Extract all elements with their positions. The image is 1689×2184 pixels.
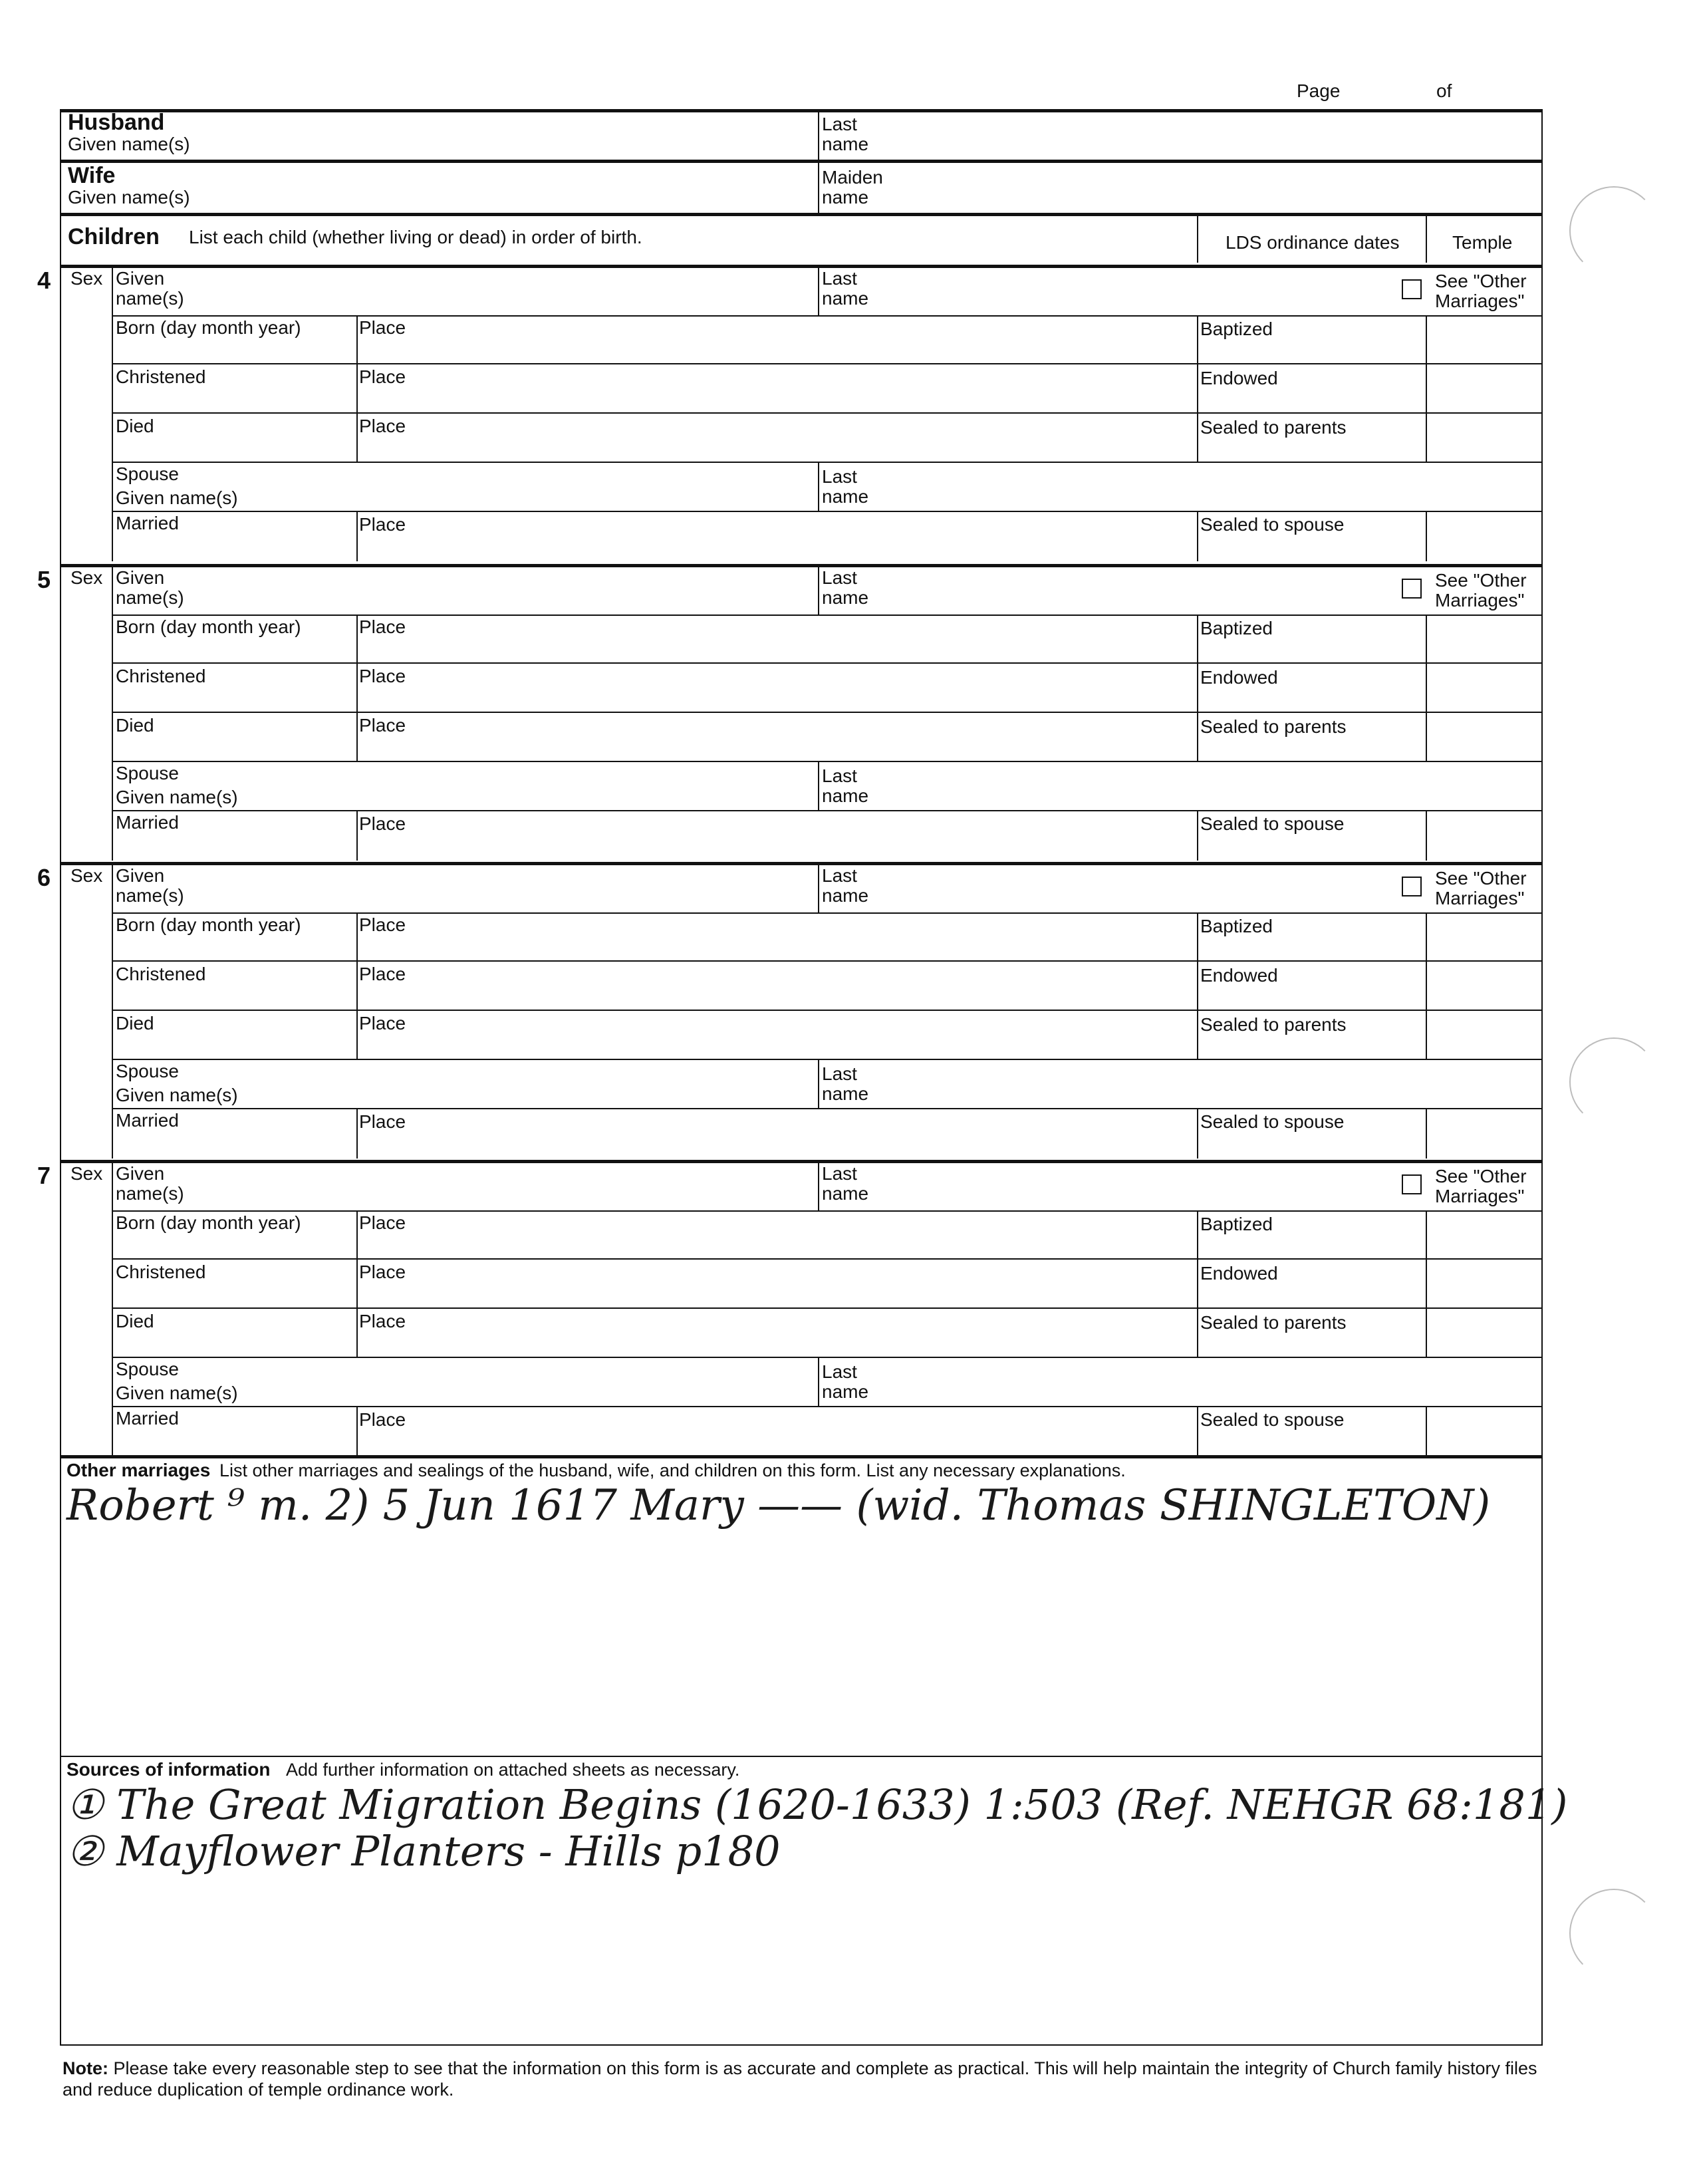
died-label: Died	[116, 1013, 154, 1033]
lds-header-divider	[1197, 216, 1198, 263]
married-label: Married	[116, 1110, 179, 1131]
died-label: Died	[116, 715, 154, 736]
died-place-label: Place	[359, 1311, 406, 1331]
husband-title: Husband	[68, 110, 165, 135]
given-label-2: name(s)	[116, 587, 184, 608]
spouse-last-label-1: Last	[822, 1063, 857, 1084]
child-number: 4	[37, 267, 51, 294]
given-label-1: Given	[116, 268, 165, 289]
spouse-last-divider	[818, 761, 819, 810]
endowed-label: Endowed	[1200, 1263, 1278, 1284]
see-other-label-1: See "Other	[1435, 1166, 1527, 1186]
married-place-label: Place	[359, 514, 406, 535]
sex-divider	[112, 865, 113, 912]
spouse-last-divider	[818, 1059, 819, 1108]
other-marriages-checkbox[interactable]	[1402, 579, 1422, 599]
married-temple-line	[1426, 1406, 1427, 1456]
row-line	[112, 363, 1543, 364]
born-label: Born (day month year)	[116, 317, 301, 338]
row-line	[112, 1357, 1543, 1358]
child-number: 5	[37, 566, 51, 593]
form-bottom-border	[60, 2044, 1543, 2046]
last-label-1: Last	[822, 268, 857, 289]
spouse-last-label-1: Last	[822, 1361, 857, 1382]
row-line	[112, 662, 1543, 664]
given-last-divider	[818, 1162, 819, 1210]
married-place-line	[356, 810, 358, 861]
last-label-2: name	[822, 288, 869, 309]
given-label-1: Given	[116, 865, 165, 886]
sex-divider	[112, 567, 113, 614]
child-number: 6	[37, 864, 51, 891]
sealed-parents-label: Sealed to parents	[1200, 417, 1347, 438]
christened-label: Christened	[116, 964, 206, 984]
christened-label: Christened	[116, 666, 206, 686]
spouse-last-label-1: Last	[822, 466, 857, 487]
row-line	[112, 761, 1543, 762]
row-line	[112, 614, 1543, 616]
spouse-last-divider	[818, 1357, 819, 1406]
sealed-parents-label: Sealed to parents	[1200, 716, 1347, 737]
married-label: Married	[116, 513, 179, 533]
sex-label: Sex	[70, 268, 103, 289]
sex-label: Sex	[70, 1163, 103, 1184]
last-label-2: name	[822, 885, 869, 906]
see-other-label-2: Marriages"	[1435, 291, 1525, 311]
sealed-spouse-label: Sealed to spouse	[1200, 813, 1345, 834]
spouse-last-label-2: name	[822, 1381, 869, 1402]
husband-last-label-1: Last	[822, 114, 857, 134]
lds-column-line	[1197, 912, 1198, 1060]
married-lds-line	[1197, 810, 1198, 861]
lds-column-line	[1197, 614, 1198, 762]
spouse-label-1: Spouse	[116, 464, 179, 484]
spouse-label-2: Given name(s)	[116, 487, 238, 508]
married-place-line	[356, 1406, 358, 1456]
binder-ring-mark-bottom	[1569, 1889, 1658, 1978]
endowed-label: Endowed	[1200, 368, 1278, 388]
sources-title: Sources of information	[66, 1759, 271, 1780]
last-label-1: Last	[822, 567, 857, 588]
born-label: Born (day month year)	[116, 1212, 301, 1233]
other-marriages-checkbox[interactable]	[1402, 279, 1422, 299]
note-text: Please take every reasonable step to see that the information on this form is as accurate and complete as practical. This will help maintain the integrity of Church family history files and reduce duplication of temple ordinance work.	[63, 2058, 1537, 2100]
married-temple-line	[1426, 511, 1427, 561]
sources-top-border	[60, 1756, 1543, 1757]
place-column-line	[356, 614, 358, 762]
row-line	[112, 1010, 1543, 1011]
row-line	[112, 1108, 1543, 1109]
temple-column-line	[1426, 315, 1427, 463]
wife-title: Wife	[68, 163, 116, 188]
born-place-label: Place	[359, 317, 406, 338]
wife-maiden-label-2: name	[822, 187, 869, 207]
wife-given-label: Given name(s)	[68, 187, 190, 207]
see-other-label-2: Marriages"	[1435, 590, 1525, 611]
last-label-2: name	[822, 587, 869, 608]
of-label: of	[1436, 80, 1452, 101]
lds-column-line	[1197, 1210, 1198, 1358]
lds-ordinance-label: LDS ordinance dates	[1226, 232, 1400, 253]
sealed-spouse-label: Sealed to spouse	[1200, 1111, 1345, 1132]
spouse-label-2: Given name(s)	[116, 787, 238, 807]
source-entry-2: ② Mayflower Planters - Hills p180	[66, 1827, 781, 1875]
spouse-label-1: Spouse	[116, 1359, 179, 1379]
married-temple-line	[1426, 810, 1427, 861]
sources-instruction: Add further information on attached sheets as necessary.	[286, 1760, 740, 1780]
spouse-last-label-2: name	[822, 785, 869, 806]
temple-label: Temple	[1452, 232, 1513, 253]
married-place-line	[356, 1108, 358, 1159]
born-label: Born (day month year)	[116, 616, 301, 637]
child-top-border	[60, 564, 1543, 567]
died-place-label: Place	[359, 1013, 406, 1033]
sex-column-line	[112, 614, 113, 861]
married-lds-line	[1197, 1406, 1198, 1456]
baptized-label: Baptized	[1200, 618, 1273, 638]
baptized-label: Baptized	[1200, 916, 1273, 936]
husband-divider	[818, 112, 819, 160]
child-number: 7	[37, 1162, 51, 1189]
see-other-label-1: See "Other	[1435, 271, 1527, 291]
row-line	[112, 1059, 1543, 1060]
wife-maiden-label-1: Maiden	[822, 167, 883, 188]
other-marriages-checkbox[interactable]	[1402, 1174, 1422, 1194]
spouse-label-2: Given name(s)	[116, 1085, 238, 1105]
given-last-divider	[818, 267, 819, 315]
see-other-label-1: See "Other	[1435, 868, 1527, 888]
sealed-spouse-label: Sealed to spouse	[1200, 1409, 1345, 1430]
binder-ring-mark-top	[1569, 186, 1658, 275]
last-label-2: name	[822, 1183, 869, 1204]
temple-column-line	[1426, 614, 1427, 762]
sex-label: Sex	[70, 567, 103, 588]
husband-last-label-2: name	[822, 134, 869, 154]
spouse-label-1: Spouse	[116, 763, 179, 783]
page-label: Page	[1297, 80, 1341, 101]
spouse-last-label-2: name	[822, 486, 869, 507]
sealed-parents-label: Sealed to parents	[1200, 1014, 1347, 1035]
christened-place-label: Place	[359, 1262, 406, 1282]
child-top-border	[60, 1160, 1543, 1163]
endowed-label: Endowed	[1200, 667, 1278, 688]
temple-column-line	[1426, 912, 1427, 1060]
last-label-1: Last	[822, 865, 857, 886]
married-lds-line	[1197, 511, 1198, 561]
other-marriages-instruction: List other marriages and sealings of the husband, wife, and children on this form. List any necessary explanations.	[219, 1460, 1126, 1480]
spouse-last-divider	[818, 462, 819, 511]
married-temple-line	[1426, 1108, 1427, 1159]
christened-label: Christened	[116, 1262, 206, 1282]
see-other-label-2: Marriages"	[1435, 888, 1525, 908]
spouse-label-1: Spouse	[116, 1061, 179, 1081]
temple-column-line	[1426, 1210, 1427, 1358]
died-place-label: Place	[359, 416, 406, 436]
row-line	[112, 412, 1543, 414]
row-line	[112, 960, 1543, 962]
born-place-label: Place	[359, 1212, 406, 1233]
child-top-border	[60, 862, 1543, 865]
married-place-label: Place	[359, 1409, 406, 1430]
born-label: Born (day month year)	[116, 914, 301, 935]
row-line	[112, 1258, 1543, 1260]
temple-header-divider	[1426, 216, 1427, 263]
sex-divider	[112, 267, 113, 315]
given-last-divider	[818, 865, 819, 912]
christened-place-label: Place	[359, 964, 406, 984]
lds-column-line	[1197, 315, 1198, 463]
born-place-label: Place	[359, 616, 406, 637]
children-title: Children	[68, 224, 160, 249]
wife-divider	[818, 163, 819, 213]
sex-column-line	[112, 315, 113, 561]
christened-place-label: Place	[359, 366, 406, 387]
given-label-1: Given	[116, 567, 165, 588]
married-place-label: Place	[359, 1111, 406, 1132]
footer-note	[63, 2058, 1539, 2100]
sex-label: Sex	[70, 865, 103, 886]
row-line	[112, 1406, 1543, 1407]
sealed-spouse-label: Sealed to spouse	[1200, 514, 1345, 535]
row-line	[112, 912, 1543, 914]
place-column-line	[356, 315, 358, 463]
wife-bottom-border	[60, 213, 1543, 216]
husband-bottom-border	[60, 160, 1543, 163]
row-line	[112, 1307, 1543, 1309]
row-line	[112, 511, 1543, 512]
baptized-label: Baptized	[1200, 319, 1273, 339]
sex-column-line	[112, 912, 113, 1159]
other-marriage-entry: Robert ⁹ m. 2) 5 Jun 1617 Mary —— (wid. Thomas SHINGLETON)	[66, 1481, 1491, 1530]
place-column-line	[356, 912, 358, 1060]
given-last-divider	[818, 567, 819, 614]
given-label-2: name(s)	[116, 288, 184, 309]
place-column-line	[356, 1210, 358, 1358]
note-title: Note:	[63, 2058, 108, 2078]
row-line	[112, 712, 1543, 713]
other-marriages-top-border	[60, 1455, 1543, 1458]
last-label-1: Last	[822, 1163, 857, 1184]
child-top-border	[60, 265, 1543, 268]
christened-place-label: Place	[359, 666, 406, 686]
see-other-label-2: Marriages"	[1435, 1186, 1525, 1206]
spouse-label-2: Given name(s)	[116, 1383, 238, 1403]
married-place-label: Place	[359, 813, 406, 834]
married-place-line	[356, 511, 358, 561]
given-label-1: Given	[116, 1163, 165, 1184]
christened-label: Christened	[116, 366, 206, 387]
source-entry-1: ① The Great Migration Begins (1620-1633) 1:503 (Ref. NEHGR 68:181)	[66, 1780, 1568, 1829]
children-instruction: List each child (whether living or dead) in order of birth.	[189, 227, 642, 247]
see-other-label-1: See "Other	[1435, 570, 1527, 591]
married-lds-line	[1197, 1108, 1198, 1159]
married-label: Married	[116, 812, 179, 833]
row-line	[112, 462, 1543, 463]
other-marriages-title: Other marriages	[66, 1460, 211, 1480]
baptized-label: Baptized	[1200, 1214, 1273, 1234]
other-marriages-checkbox[interactable]	[1402, 877, 1422, 896]
married-label: Married	[116, 1408, 179, 1429]
row-line	[112, 810, 1543, 811]
row-line	[112, 315, 1543, 317]
died-label: Died	[116, 416, 154, 436]
sex-column-line	[112, 1210, 113, 1456]
died-place-label: Place	[359, 715, 406, 736]
row-line	[112, 1210, 1543, 1212]
given-label-2: name(s)	[116, 885, 184, 906]
form-top-border	[60, 109, 1543, 112]
spouse-last-label-2: name	[822, 1083, 869, 1104]
binder-ring-mark-middle	[1569, 1037, 1658, 1127]
born-place-label: Place	[359, 914, 406, 935]
endowed-label: Endowed	[1200, 965, 1278, 986]
died-label: Died	[116, 1311, 154, 1331]
husband-given-label: Given name(s)	[68, 134, 190, 154]
sealed-parents-label: Sealed to parents	[1200, 1312, 1347, 1333]
given-label-2: name(s)	[116, 1183, 184, 1204]
sex-divider	[112, 1162, 113, 1210]
spouse-last-label-1: Last	[822, 765, 857, 786]
